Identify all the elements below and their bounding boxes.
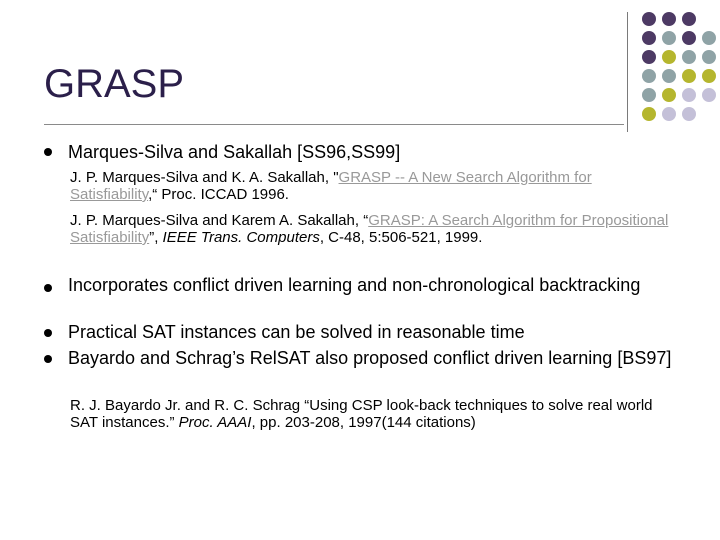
bullet-marker bbox=[44, 329, 52, 337]
reference-text: ,“ Proc. ICCAD 1996. bbox=[148, 186, 289, 203]
bullet-marker bbox=[44, 284, 52, 292]
bullet-text: Incorporates conflict driven learning and non-chronological backtracking bbox=[68, 275, 641, 295]
decor-dot bbox=[682, 107, 696, 121]
decor-dot bbox=[642, 12, 656, 26]
title-underline bbox=[44, 124, 624, 125]
reference-link[interactable]: GRASP -- A New Search Algorithm for Satisfiability bbox=[70, 169, 592, 203]
reference-text: J. P. Marques-Silva and Karem A. Sakallah, “ bbox=[70, 212, 369, 229]
decor-dot bbox=[702, 50, 716, 64]
decor-dot bbox=[642, 107, 656, 121]
decor-dot bbox=[642, 69, 656, 83]
reference-text: J. P. Marques-Silva and K. A. Sakallah, " bbox=[70, 169, 339, 186]
decor-dot bbox=[662, 88, 676, 102]
reference-item bbox=[70, 169, 680, 203]
decor-dot bbox=[682, 31, 696, 45]
reference-item bbox=[70, 212, 680, 246]
bullet-text: Bayardo and Schrag’s RelSAT also proposed conflict driven learning [BS97] bbox=[68, 348, 672, 368]
corner-vertical-rule bbox=[627, 12, 628, 132]
bullet-text: Marques-Silva and Sakallah [SS96,SS99] bbox=[68, 142, 401, 162]
decor-dot bbox=[702, 88, 716, 102]
reference-text: , C-48, 5:506-521, 1999. bbox=[319, 229, 483, 246]
decor-dot bbox=[682, 12, 696, 26]
reference-text: , pp. 203-208, 1997(144 citations) bbox=[251, 414, 476, 431]
decor-dot bbox=[642, 88, 656, 102]
decor-dot bbox=[662, 107, 676, 121]
reference-journal: Proc. AAAI bbox=[178, 414, 252, 431]
decor-dot bbox=[642, 50, 656, 64]
reference-text: ”, bbox=[149, 229, 163, 246]
decor-dot bbox=[642, 31, 656, 45]
bullet-text: Practical SAT instances can be solved in reasonable time bbox=[68, 322, 525, 342]
reference-journal: IEEE Trans. Computers bbox=[162, 229, 320, 246]
decor-dot bbox=[682, 50, 696, 64]
decor-dot bbox=[702, 69, 716, 83]
decor-dot bbox=[682, 69, 696, 83]
reference-text: R. J. Bayardo Jr. and R. C. Schrag “Using CSP look-back techniques to solve real world SAT instances.” bbox=[70, 397, 653, 431]
reference-item bbox=[70, 397, 660, 431]
decor-dot bbox=[662, 31, 676, 45]
decor-dot bbox=[662, 12, 676, 26]
bullet-marker bbox=[44, 148, 52, 156]
decor-dot bbox=[682, 88, 696, 102]
reference-link[interactable]: GRASP: A Search Algorithm for Propositional Satisfiability bbox=[70, 212, 669, 246]
decor-dot bbox=[662, 50, 676, 64]
decor-dot bbox=[702, 31, 716, 45]
slide-title: GRASP bbox=[44, 62, 185, 106]
decor-dot bbox=[662, 69, 676, 83]
bullet-marker bbox=[44, 355, 52, 363]
